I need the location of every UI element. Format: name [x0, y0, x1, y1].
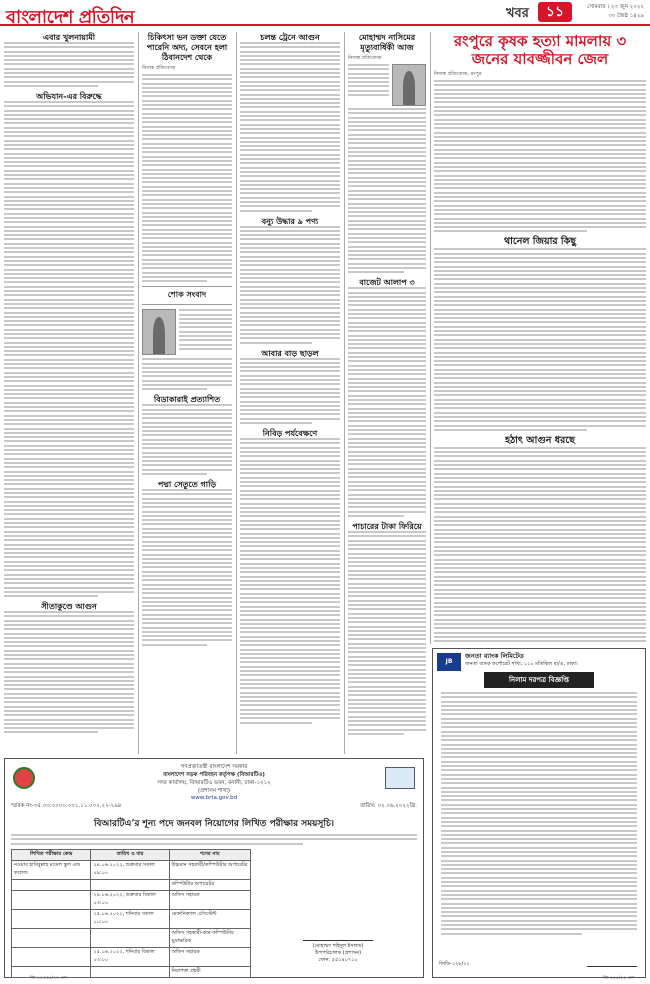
- article[interactable]: [434, 435, 646, 644]
- table-cell: নিরাপত্তা প্রহরী: [169, 966, 250, 977]
- article-body: [240, 438, 340, 724]
- table-row: [12, 928, 251, 947]
- article[interactable]: [348, 277, 426, 517]
- article[interactable]: [142, 394, 232, 475]
- table-cell: ২৪.০৬.২০২২, শুক্রবার বিকাল ০৩:০০: [91, 890, 169, 909]
- article-headline[interactable]: চিকিৎসা ভন ডক্তা যেতে পারেনি অদ্য, সেবনে হলা ঠিবানদেশ থেকে: [146, 32, 228, 62]
- tender-signature: [587, 955, 637, 969]
- obituary-photo: [142, 309, 176, 355]
- gov-line: বাংলাদেশ সড়ক পরিবহন কর্তৃপক্ষ (বিআরটিএ): [163, 772, 265, 778]
- article[interactable]: [4, 32, 134, 87]
- gov-line: সদর কার্যালয়, বিআরটিএ ভবন, বনানী, ঢাকা-১২১২: [157, 780, 271, 786]
- table-cell: ২৪.০৬.২০২২, শুক্রবার সকাল ০৯:০০: [91, 860, 169, 879]
- column-3: [240, 32, 340, 754]
- article-body: [4, 611, 134, 733]
- article-headline[interactable]: থানেল জিয়ার কিছু: [503, 236, 576, 248]
- table-cell: ২৫.০৬.২০২২, শনিবার বিকাল ০৩:০০: [91, 947, 169, 966]
- table-cell: [12, 947, 91, 966]
- table-row: [12, 860, 251, 879]
- article-headline[interactable]: অভিযান-এর বিরুদ্ধে: [36, 90, 102, 101]
- article[interactable]: [142, 479, 232, 646]
- notice-body: [11, 834, 417, 845]
- article-byline: নিজস্ব প্রতিবেদক: [348, 55, 382, 61]
- footer-ad-code: জি-১২৫/২২ এস: [603, 976, 634, 981]
- tender-notice-label: নিলাম দরপত্র বিজ্ঞপ্তি: [484, 672, 594, 688]
- column-5: [434, 32, 646, 644]
- article-body: [142, 74, 232, 282]
- article-body: [4, 42, 134, 87]
- column-divider: [138, 32, 139, 754]
- signatory-name: (মোহাম্মদ শহিদুল ইসলাম): [312, 943, 364, 949]
- gov-line: গণপ্রজাতন্ত্রী বাংলাদেশ সরকার: [180, 764, 248, 770]
- article-headline[interactable]: বিডাকারাই প্রত্যাশিত: [153, 394, 221, 405]
- table-cell: নওয়াব হাবিবুল্লাহ মডেল স্কুল এন্ড কলেজ: [12, 860, 91, 879]
- signatory-phone: ফোন: ৫৫০৪০৭১০: [318, 957, 358, 963]
- article-body: [348, 287, 426, 517]
- mujib-logo-icon: [385, 767, 415, 789]
- government-emblem-icon: [13, 767, 35, 789]
- column-divider: [344, 32, 345, 754]
- table-cell: [91, 879, 169, 890]
- article[interactable]: [142, 32, 232, 282]
- bank-office: জনতা ব্যাংক কর্পোরেট শাখা, ১১০ মতিঝিল বা/এ, ঢাকা।: [465, 661, 578, 667]
- article-headline[interactable]: হঠাৎ আগুন ধরছে: [505, 434, 575, 446]
- article[interactable]: [348, 521, 426, 735]
- lead-headline[interactable]: রংপুরে কৃষক হত্যা মামলায় ৩ জনের যাবজ্জীবন জেল: [453, 32, 627, 68]
- bank-logo: JB: [437, 653, 461, 671]
- page-number-badge: ১১: [538, 2, 572, 22]
- date-gregorian: সোমবার । ২৩ জুন ২০২২: [587, 4, 644, 10]
- table-cell: মেকানিক্যাল এসিস্টেন্ট: [169, 909, 250, 928]
- table-cell: [91, 966, 169, 977]
- signature-icon: [303, 929, 373, 941]
- article-headline[interactable]: আবার বাড় ছাড়ল: [261, 347, 319, 358]
- article-headline[interactable]: সীতাকুণ্ডে আগুন: [41, 601, 97, 612]
- article-body: [434, 447, 646, 644]
- article-headline[interactable]: মোহাম্মদ নাসিমের মৃত্যুবার্ষিকী আজ: [358, 32, 416, 52]
- article-headline[interactable]: পাচারের টাকা ফিরিয়ে: [352, 521, 422, 532]
- date-bengali: ৩০ জৈষ্ঠ ১৪২৯: [608, 13, 644, 19]
- government-advertisement[interactable]: [4, 758, 424, 978]
- dateline: [587, 3, 644, 21]
- article-headline[interactable]: নিবিড় পর্যবেক্ষণে: [262, 428, 318, 439]
- reference-number: স্মারক নং-৩৫.০৩.০০০০.০০১.১১.০০২.২২-২৯৪: [11, 803, 122, 809]
- article-headline[interactable]: এবার খুলনায়ামী: [42, 32, 96, 42]
- table-cell: [12, 928, 91, 947]
- table-cell: অফিস সহকারী-কাম-কম্পিউটার মুদ্রাক্ষরিক: [169, 928, 250, 947]
- table-cell: [12, 890, 91, 909]
- table-row: [12, 890, 251, 909]
- article-headline[interactable]: পদ্মা সেতুতে গাড়ি: [157, 479, 217, 490]
- article[interactable]: [240, 348, 340, 424]
- article-byline: নিজস্ব প্রতিবেদক, রংপুর: [434, 71, 482, 77]
- article[interactable]: [240, 428, 340, 724]
- notice-title: বিআরটিএ’র শূন্য পদে জনবল নিয়োগের লিখিত পরীক্ষার সময়সূচি।: [93, 819, 335, 829]
- masthead: [0, 0, 650, 26]
- table-header-cell: লিখিত পরীক্ষার কেন্দ্র: [12, 849, 91, 860]
- article-body: [348, 108, 426, 273]
- article[interactable]: [4, 601, 134, 733]
- table-row: [12, 947, 251, 966]
- article-headline[interactable]: বাজেট আলাপ ৩: [359, 277, 415, 288]
- column-4: [348, 32, 426, 754]
- article-body: [4, 101, 134, 597]
- table-row: [12, 879, 251, 890]
- signature-icon: [587, 955, 637, 967]
- lead-article[interactable]: [434, 32, 646, 232]
- column-1: [4, 32, 134, 754]
- table-cell: অফিস সহায়ক: [169, 890, 250, 909]
- article-body: [240, 226, 340, 344]
- article-body: [240, 42, 340, 212]
- table-cell: উচ্চমান সহকারী/কম্পিউটার অপারেটর: [169, 860, 250, 879]
- article-body: [142, 489, 232, 646]
- article[interactable]: [348, 32, 426, 273]
- article-headline[interactable]: বন্যু উদ্ধার ৯ পণ্য: [261, 215, 319, 226]
- table-header-cell: পদের নাম: [169, 849, 250, 860]
- signatory-title: উপপরিচালক (প্রশাসন): [314, 950, 362, 956]
- article[interactable]: [240, 216, 340, 344]
- table-cell: অফিস সহায়ক: [169, 947, 250, 966]
- table-cell: ২৫.০৬.২০২২, শনিবার সকাল ১০:০০: [91, 909, 169, 928]
- ad-code: জিডি-১২৮/২২: [439, 961, 470, 967]
- obituary-body: [142, 358, 232, 390]
- article-body: [348, 531, 426, 735]
- article[interactable]: [434, 236, 646, 430]
- newspaper-logo[interactable]: বাংলাদেশ প্রতিদিন: [6, 7, 135, 28]
- article-body: [348, 64, 389, 106]
- tender-body: [441, 692, 637, 935]
- tender-advertisement[interactable]: [432, 648, 646, 978]
- article-headline[interactable]: চলন্ত ট্রেনে আগুন: [260, 32, 320, 42]
- obituary-heading: শোক সংবাদ: [142, 286, 232, 305]
- article[interactable]: [4, 91, 134, 597]
- portrait-photo: [392, 64, 426, 106]
- table-row: [12, 909, 251, 928]
- exam-schedule-table: [11, 849, 251, 978]
- table-cell: [12, 879, 91, 890]
- obituary-body: [179, 309, 232, 355]
- column-divider: [236, 32, 237, 754]
- column-2: [142, 32, 232, 754]
- article-body: [142, 404, 232, 475]
- table-header-cell: তারিখ ও বার: [91, 849, 169, 860]
- bank-name: জনতা ব্যাংক লিমিটেড: [465, 652, 524, 660]
- table-cell: কম্পিউটার অপারেটর: [169, 879, 250, 890]
- signature-block: [303, 929, 373, 964]
- section-name: খবর: [506, 6, 529, 21]
- gov-website-link[interactable]: www.brta.gov.bd: [190, 795, 238, 801]
- article-byline: নিজস্ব প্রতিবেদক: [142, 65, 176, 71]
- reference-date: তারিখ: ০২.০৬.২০২২খ্রি.: [359, 803, 417, 809]
- article[interactable]: [240, 32, 340, 212]
- article-body: [434, 248, 646, 430]
- column-divider: [430, 32, 431, 644]
- article-body: [240, 358, 340, 424]
- footer-ad-code: জি-১২৩৩৫/২২ এস: [30, 976, 67, 981]
- table-cell: [12, 909, 91, 928]
- obituary: [142, 309, 232, 355]
- article-body: [434, 80, 646, 232]
- reference-row: [5, 801, 423, 813]
- gov-line: (প্রশাসন শাখা): [198, 788, 230, 794]
- table-cell: [91, 928, 169, 947]
- gov-header: [5, 763, 423, 795]
